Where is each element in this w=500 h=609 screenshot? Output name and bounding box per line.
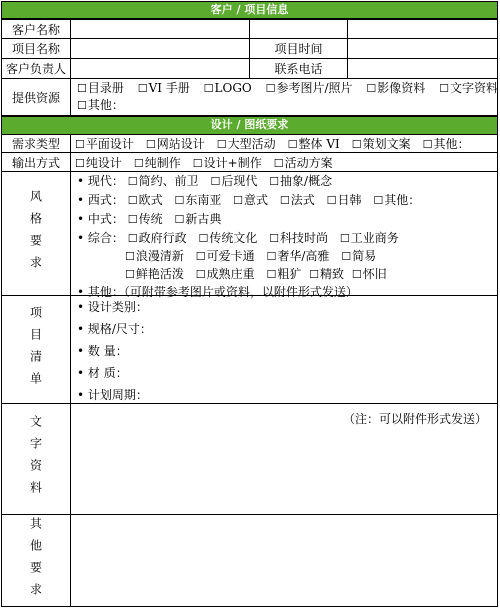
style-rugged-checkbox[interactable]: ☐粗犷 bbox=[266, 267, 302, 281]
style-tech-fashion-checkbox[interactable]: ☐科技时尚 bbox=[269, 231, 329, 245]
style-government-checkbox[interactable]: ☐政府行政 bbox=[127, 231, 187, 245]
style-industrial-business-checkbox[interactable]: ☐工业商务 bbox=[339, 231, 399, 245]
style-japan-korea-checkbox[interactable]: ☐日韩 bbox=[326, 193, 362, 207]
output-options bbox=[70, 152, 498, 172]
style-mature-checkbox[interactable]: ☐成熟庄重 bbox=[195, 267, 255, 281]
contact-phone-label: 联系电话 bbox=[249, 58, 348, 79]
need-graphic-design-checkbox[interactable]: ☐平面设计 bbox=[75, 137, 134, 151]
style-label: 风格要求 bbox=[1, 171, 71, 296]
row-need-type bbox=[1, 134, 498, 153]
style-simple-checkbox[interactable]: ☐简易 bbox=[341, 249, 377, 263]
project-time-label: 项目时间 bbox=[249, 38, 348, 59]
output-event-plan-checkbox[interactable]: ☐活动方案 bbox=[273, 155, 333, 170]
client-owner-field[interactable] bbox=[70, 58, 250, 79]
style-exquisite-checkbox[interactable]: ☐精致 bbox=[309, 267, 345, 281]
style-romantic-checkbox[interactable]: ☐浪漫清新 bbox=[125, 249, 184, 263]
style-nostalgic-checkbox[interactable]: ☐怀旧 bbox=[351, 267, 387, 281]
need-full-vi-checkbox[interactable]: ☐整体 VI bbox=[287, 137, 340, 151]
resource-other-checkbox[interactable]: ☐其他： bbox=[77, 98, 124, 112]
attachment-note: （注：可以附件形式发送） bbox=[342, 412, 487, 426]
style-vivid-checkbox[interactable]: ☐鲜艳活泼 bbox=[125, 267, 184, 281]
row-project-list bbox=[1, 295, 498, 404]
requirements-form bbox=[1, 1, 498, 607]
style-options bbox=[70, 171, 498, 299]
style-luxury-checkbox[interactable]: ☐奢华/高雅 bbox=[266, 249, 330, 263]
section-title: 设计 / 图纸要求 bbox=[210, 118, 289, 131]
schedule-field[interactable]: • 计划周期： bbox=[77, 388, 148, 402]
style-european-checkbox[interactable]: ☐欧式 bbox=[127, 193, 163, 207]
row-style bbox=[1, 171, 498, 299]
style-western-other-checkbox[interactable]: ☐其他： bbox=[373, 193, 421, 207]
text-materials-label: 文字资料 bbox=[1, 403, 71, 515]
row-output bbox=[1, 152, 498, 172]
other-requirements-label: 其他要求 bbox=[1, 514, 71, 607]
style-italian-checkbox[interactable]: ☐意式 bbox=[233, 193, 269, 207]
project-list-label: 项目清单 bbox=[1, 295, 71, 404]
section-header-design bbox=[1, 116, 498, 135]
contact-phone-field[interactable] bbox=[347, 58, 498, 79]
resources-options bbox=[70, 78, 498, 116]
resource-vi-manual-checkbox[interactable]: ☐VI 手册 bbox=[137, 81, 190, 95]
need-copywriting-checkbox[interactable]: ☐策划文案 bbox=[351, 137, 411, 151]
section-header-client-project bbox=[1, 1, 498, 19]
resource-catalog-checkbox[interactable]: ☐目录册 bbox=[77, 81, 124, 95]
output-design-only-checkbox[interactable]: ☐纯设计 bbox=[75, 155, 122, 170]
blank-cell bbox=[347, 19, 498, 39]
client-name-label: 客户名称 bbox=[1, 19, 71, 39]
section-title: 客户 / 项目信息 bbox=[210, 3, 289, 16]
output-design-production-checkbox[interactable]: ☐设计+制作 bbox=[192, 155, 262, 170]
need-type-label: 需求类型 bbox=[1, 134, 71, 153]
project-name-label: 项目名称 bbox=[1, 38, 71, 59]
material-field[interactable]: • 材 质： bbox=[77, 366, 128, 380]
need-type-options bbox=[70, 134, 498, 153]
style-other-line: • 其他：（可附带参考图片或资料，以附件形式发送） bbox=[77, 285, 358, 299]
need-web-design-checkbox[interactable]: ☐网站设计 bbox=[145, 137, 205, 151]
style-modern-line: • 现代： ☐简约、前卫 ☐后现代 ☐抽象/概念 bbox=[77, 174, 333, 188]
style-traditional-checkbox[interactable]: ☐传统 bbox=[127, 212, 163, 226]
style-western-line: • 西式： ☐欧式 ☐东南亚 ☐意式 ☐法式 ☐日韩 ☐其他： bbox=[77, 193, 421, 207]
resource-logo-checkbox[interactable]: ☐LOGO bbox=[203, 81, 252, 95]
row-client-owner bbox=[1, 58, 498, 79]
row-client-name bbox=[1, 19, 498, 39]
style-mixed-line-2 bbox=[77, 247, 497, 265]
other-requirements-field[interactable] bbox=[70, 514, 498, 607]
style-southeast-asia-checkbox[interactable]: ☐东南亚 bbox=[174, 193, 222, 207]
project-time-field[interactable] bbox=[347, 38, 498, 59]
blank-cell bbox=[249, 19, 348, 39]
style-minimal-checkbox[interactable]: ☐简约、前卫 bbox=[127, 174, 199, 188]
style-french-checkbox[interactable]: ☐法式 bbox=[279, 193, 315, 207]
size-field[interactable]: • 规格/尺寸： bbox=[77, 322, 152, 336]
style-chinese-line: • 中式： ☐传统 ☐新古典 bbox=[77, 212, 222, 226]
style-traditional-culture-checkbox[interactable]: ☐传统文化 bbox=[198, 231, 258, 245]
quantity-field[interactable]: • 数 量： bbox=[77, 344, 128, 358]
output-production-only-checkbox[interactable]: ☐纯制作 bbox=[133, 155, 181, 170]
resources-label: 提供资源 bbox=[1, 78, 71, 116]
need-large-event-checkbox[interactable]: ☐大型活动 bbox=[216, 137, 276, 151]
resource-reference-photos-checkbox[interactable]: ☐参考图片/照片 bbox=[265, 81, 353, 95]
resource-text-checkbox[interactable]: ☐文字资料 bbox=[439, 81, 498, 95]
output-label: 输出方式 bbox=[1, 152, 71, 172]
style-abstract-checkbox[interactable]: ☐抽象/概念 bbox=[269, 174, 333, 188]
design-category-field[interactable]: • 设计类别： bbox=[77, 300, 148, 314]
client-name-field[interactable] bbox=[70, 19, 250, 39]
project-list-fields bbox=[70, 295, 498, 404]
style-neoclassical-checkbox[interactable]: ☐新古典 bbox=[174, 212, 222, 226]
client-owner-label: 客户负责人 bbox=[1, 58, 71, 79]
text-materials-field[interactable] bbox=[70, 403, 498, 515]
style-postmodern-checkbox[interactable]: ☐后现代 bbox=[210, 174, 258, 188]
style-mixed-line-3 bbox=[77, 265, 497, 283]
need-other-checkbox[interactable]: ☐其他： bbox=[422, 137, 470, 151]
row-resources bbox=[1, 78, 498, 116]
row-text-materials bbox=[1, 403, 498, 515]
row-other-requirements bbox=[1, 514, 498, 607]
resource-video-checkbox[interactable]: ☐影像资料 bbox=[366, 81, 426, 95]
project-name-field[interactable] bbox=[70, 38, 250, 59]
style-mixed-line: • 综合： ☐政府行政 ☐传统文化 ☐科技时尚 ☐工业商务 bbox=[77, 231, 399, 245]
style-cartoon-checkbox[interactable]: ☐可爱卡通 bbox=[195, 249, 255, 263]
row-project-name bbox=[1, 38, 498, 59]
